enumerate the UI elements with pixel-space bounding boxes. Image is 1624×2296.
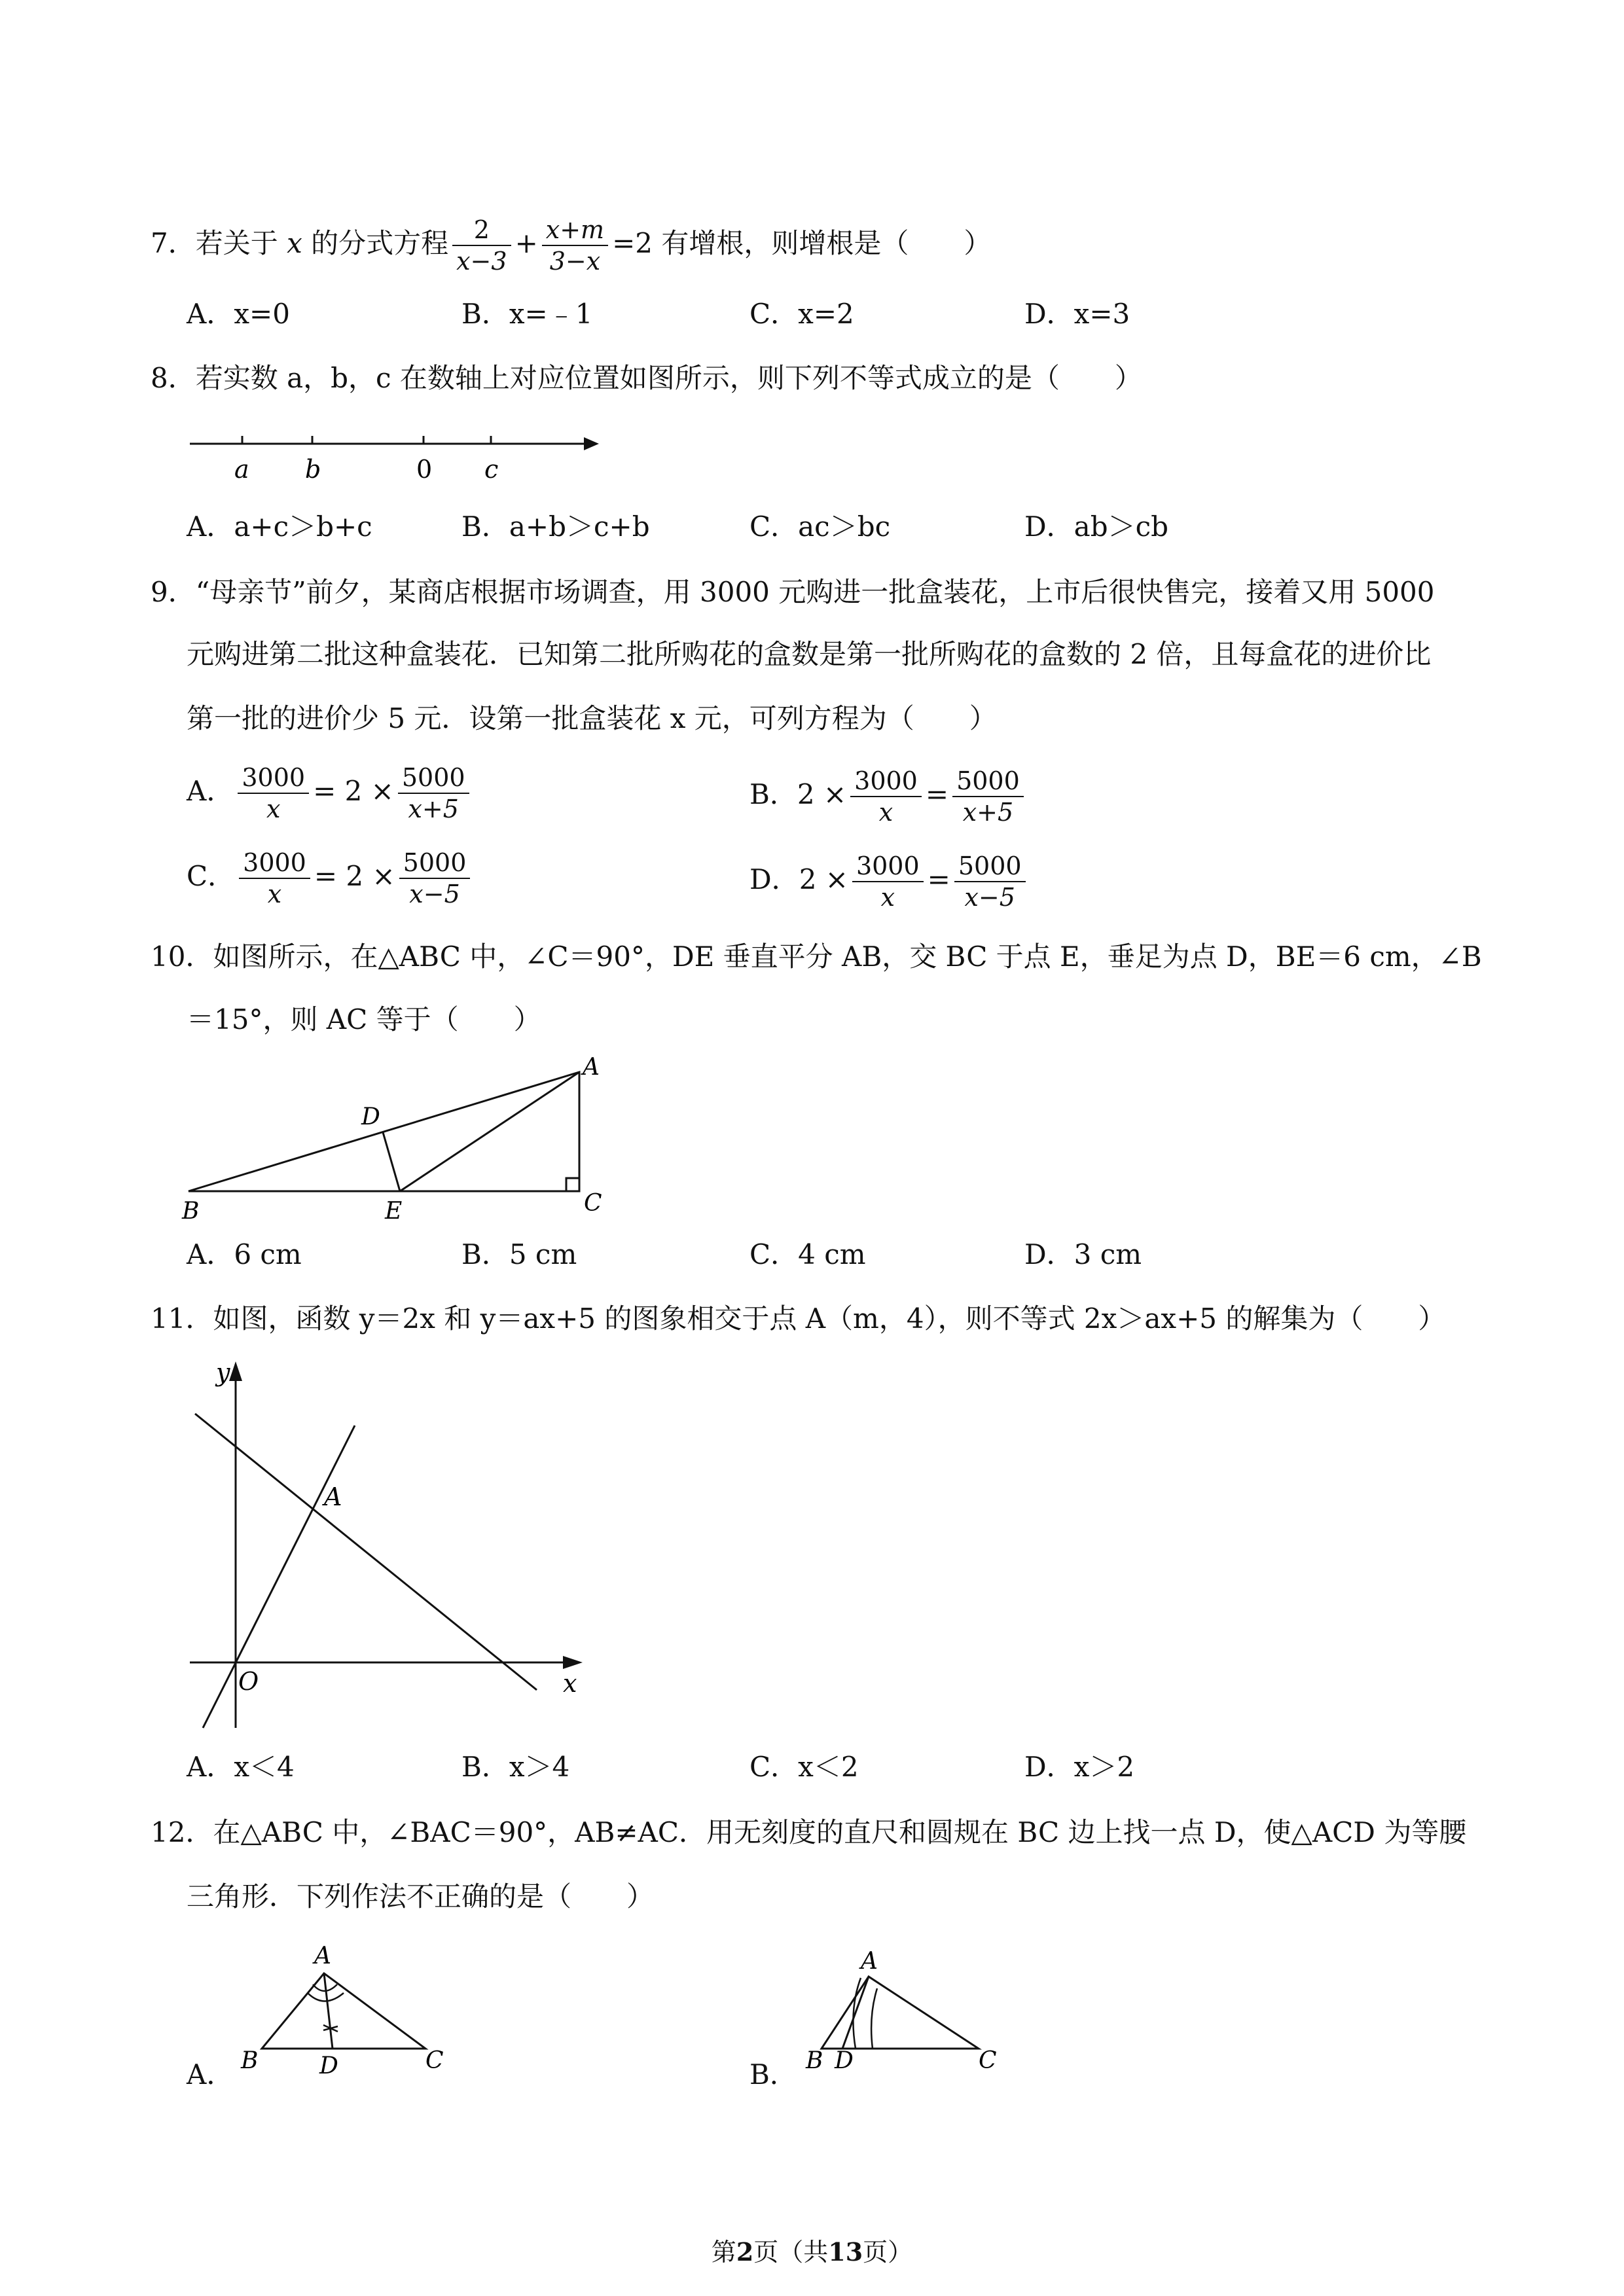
label-c: C (979, 2047, 997, 2074)
q8-option-b: B．a+b＞c+b (461, 511, 650, 543)
x-axis-arrow (563, 1656, 583, 1669)
bisector-ad (324, 1973, 333, 2049)
label-x: x (563, 1669, 577, 1698)
label-b: b (305, 455, 321, 484)
q9-option-a: A． $\frac{3000}{x}$ = 2 × $\frac{5000}{x+5}$ (187, 762, 473, 824)
label-0: 0 (416, 455, 433, 484)
label-b: B (241, 2047, 259, 2074)
q12-option-a: A． (187, 2058, 234, 2090)
label-y: y (216, 1358, 230, 1387)
label-a: A (861, 1948, 878, 1975)
page-number: 2 (736, 2237, 754, 2267)
question-10-line-1: 10．如图所示，在△ABC 中，∠C＝90°，DE 垂直平分 AB，交 BC 于点 E，垂足为点 D，BE＝6 cm，∠B (151, 941, 1482, 973)
triangle-abc-b (821, 1977, 979, 2049)
question-9-line-2: 元购进第二批这种盒装花．已知第二批所购花的盒数是第一批所购花的盒数的 2 倍，且每盒花的进价比 (187, 638, 1432, 670)
label-a: A (314, 1943, 331, 1969)
question-11: 11．如图，函数 y＝2x 和 y＝ax+5 的图象相交于点 A（m，4），则不等式 2x＞ax+5 的解集为（ ） (151, 1302, 1446, 1335)
label-o: O (238, 1667, 259, 1696)
function-graph-figure (177, 1355, 596, 1734)
label-a: A (583, 1054, 600, 1081)
label-a: a (234, 455, 249, 484)
triangle-abc-a (262, 1973, 425, 2049)
segment-de (383, 1132, 400, 1191)
label-d: D (835, 2047, 854, 2074)
right-angle-mark (566, 1178, 579, 1191)
label-b: B (182, 1198, 200, 1225)
axis-arrow (584, 437, 599, 450)
label-c: C (425, 2047, 444, 2074)
q10-option-d: D．3 cm (1024, 1238, 1142, 1270)
label-a: A (324, 1482, 342, 1511)
label-d: D (361, 1103, 380, 1130)
q7-option-b: B．x=﹣1 (461, 298, 593, 330)
label-c: C (584, 1190, 602, 1217)
label-c: c (484, 455, 499, 484)
page-total: 13 (828, 2237, 863, 2267)
q9-option-d: D．2 × $\frac{3000}{x}$ = $\frac{5000}{x-5}$ (749, 851, 1030, 912)
question-10-line-2: ＝15°，则 AC 等于（ ） (187, 1003, 541, 1035)
q10-option-a: A．6 cm (187, 1238, 302, 1270)
y-axis-arrow (229, 1361, 242, 1381)
question-7: 7．若关于 x 的分式方程 $\frac{2}{x-3}$ + $\frac{x+m}{3-x}$ =2 有增根，则增根是（ ） (151, 215, 992, 276)
q11-option-a: A．x＜4 (187, 1751, 295, 1783)
q7-option-c: C．x=2 (749, 298, 854, 330)
q9-option-c: C． $\frac{3000}{x}$ = 2 × $\frac{5000}{x-5}$ (187, 848, 474, 909)
page-footer: 第2页（共13页） (711, 2237, 913, 2267)
number-line-figure (183, 419, 609, 491)
line-y-ax-plus-5 (195, 1414, 537, 1690)
triangle-abc (189, 1072, 579, 1191)
q11-option-d: D．x＞2 (1024, 1751, 1135, 1783)
q10-option-c: C．4 cm (749, 1238, 866, 1270)
q7-option-d: D．x=3 (1024, 298, 1130, 330)
q12-option-b: B． (749, 2058, 797, 2090)
q11-option-b: B．x＞4 (461, 1751, 570, 1783)
q11-option-c: C．x＜2 (749, 1751, 859, 1783)
q8-option-c: C．ac＞bc (749, 511, 891, 543)
question-12-line-1: 12．在△ABC 中，∠BAC＝90°，AB≠AC．用无刻度的直尺和圆规在 BC 边上找一点 D，使△ACD 为等腰 (151, 1816, 1467, 1848)
q7-option-a: A．x=0 (187, 298, 290, 330)
segment-ad (842, 1977, 869, 2049)
q10-option-b: B．5 cm (461, 1238, 577, 1270)
triangle-abc-figure (177, 1047, 622, 1230)
question-9-line-1: 9．“母亲节”前夕，某商店根据市场调查，用 3000 元购进一批盒装花，上市后很快售完，接着又用 5000 (151, 576, 1435, 608)
q9-option-b: B．2 × $\frac{3000}{x}$ = $\frac{5000}{x+5}$ (749, 766, 1028, 827)
q7-fraction-2: $\frac{x+m}{3-x}$ (542, 215, 608, 276)
q8-option-a: A．a+c＞b+c (187, 511, 372, 543)
question-12-line-2: 三角形．下列作法不正确的是（ ） (187, 1880, 655, 1912)
label-b: B (806, 2047, 823, 2074)
segment-ea (400, 1072, 579, 1191)
arc-b-2 (871, 1988, 877, 2049)
q7-fraction-1: $\frac{2}{x-3}$ (452, 215, 511, 276)
question-8: 8．若实数 a，b，c 在数轴上对应位置如图所示，则下列不等式成立的是（ ） (151, 362, 1142, 394)
label-e: E (385, 1198, 403, 1225)
q8-option-d: D．ab＞cb (1024, 511, 1169, 543)
construction-figure-b (795, 1937, 1018, 2088)
construction-figure-a (236, 1937, 471, 2088)
line-y-2x (203, 1426, 355, 1728)
question-9-line-3: 第一批的进价少 5 元．设第一批盒装花 x 元，可列方程为（ ） (187, 702, 997, 734)
label-d: D (319, 2053, 338, 2079)
